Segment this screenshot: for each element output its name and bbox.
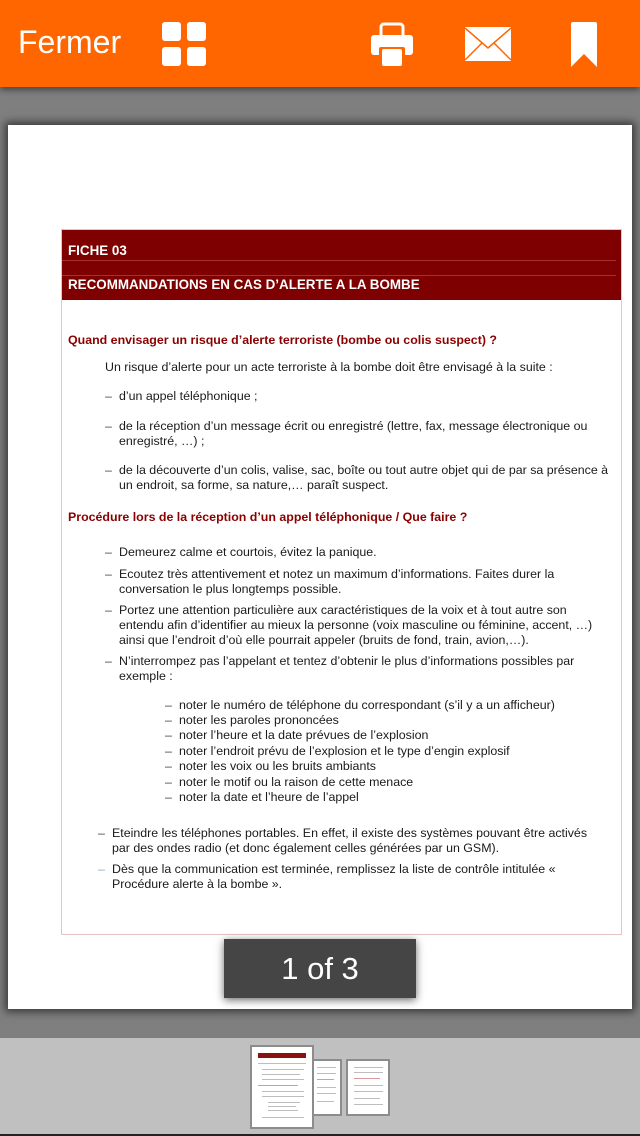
thumbnail-page-3[interactable] (346, 1059, 390, 1116)
section-heading: Procédure lors de la réception d’un appel téléphonique / Que faire ? (68, 510, 468, 524)
dash: – (165, 713, 172, 727)
document-viewer[interactable] (0, 87, 640, 1038)
dash: – (105, 603, 112, 617)
document-frame (61, 229, 622, 935)
dash: – (165, 728, 172, 742)
print-icon[interactable] (370, 22, 414, 66)
list-item: – de la réception d’un message écrit ou enregistré (lettre, fax, message électronique ou enregistré, …) ; (105, 419, 588, 449)
sub-list-item: – noter la date et l’heure de l’appel (165, 790, 359, 804)
sub-list-item: – noter le motif ou la raison de cette menace (165, 775, 414, 789)
mail-icon[interactable] (465, 27, 511, 61)
fiche-number: FICHE 03 (68, 243, 127, 258)
dash: – (98, 826, 105, 840)
dash: – (105, 389, 112, 403)
dash: – (165, 759, 172, 773)
thumbnail-bar (0, 1038, 640, 1136)
list-item: – de la découverte d’un colis, valise, sac, boîte ou tout autre objet qui de par sa présence à un endroit, sa forme, sa nature,… paraît suspect. (105, 463, 609, 493)
close-button[interactable]: Fermer (18, 24, 122, 60)
sub-list-item: – noter les voix ou les bruits ambiants (165, 759, 376, 773)
dash: – (165, 698, 172, 712)
page-indicator: 1 of 3 (224, 939, 416, 998)
dash: – (105, 419, 112, 433)
thumbnail-page-1[interactable] (250, 1045, 314, 1129)
dash: – (105, 654, 112, 668)
dash: – (105, 463, 112, 477)
dash: – (105, 567, 112, 581)
bookmark-icon[interactable] (571, 22, 597, 67)
list-item: – d’un appel téléphonique ; (105, 389, 258, 403)
list-item: – N’interrompez pas l’appelant et tentez d’obtenir le plus d’informations possibles par exemple : (105, 654, 575, 684)
list-item: – Dès que la communication est terminée, remplissez la liste de contrôle intitulée « Procédure alerte à la bombe ». (98, 862, 556, 892)
sub-list-item: – noter les paroles prononcées (165, 713, 339, 727)
dash: – (98, 862, 105, 876)
document-title: RECOMMANDATIONS EN CAS D’ALERTE A LA BOMBE (68, 277, 420, 292)
dash: – (105, 545, 112, 559)
grid-icon[interactable] (162, 22, 206, 66)
list-item: – Eteindre les téléphones portables. En effet, il existe des systèmes pouvant être activés par des ondes radio (et donc également celles générées par un GSM). (98, 826, 588, 856)
intro-paragraph: Un risque d’alerte pour un acte terroriste à la bombe doit être envisagé à la suite : (105, 360, 553, 374)
thumbnail-page-2[interactable] (312, 1059, 342, 1116)
top-toolbar (0, 0, 640, 87)
dash: – (165, 775, 172, 789)
list-item: – Demeurez calme et courtois, évitez la panique. (105, 545, 377, 559)
list-item: – Ecoutez très attentivement et notez un maximum d’informations. Faites durer la conversation le plus longtemps possible. (105, 567, 555, 597)
pdf-page[interactable] (8, 125, 632, 1009)
list-item: – Portez une attention particulière aux caractéristiques de la voix et à tout autre son entendu afin d’identifier au mieux la personne (voix masculine ou féminine, accent, …) ainsi que l’endroit d’où elle pourrait appeler (bruits de fond, train, avion,…). (105, 603, 593, 648)
sub-list-item: – noter le numéro de téléphone du correspondant (s’il y a un afficheur) (165, 698, 555, 712)
sub-list-item: – noter l’endroit prévu de l’explosion et le type d’engin explosif (165, 744, 510, 758)
dash: – (165, 790, 172, 804)
section-heading: Quand envisager un risque d’alerte terroriste (bombe ou colis suspect) ? (68, 333, 497, 347)
dash: – (165, 744, 172, 758)
sub-list-item: – noter l’heure et la date prévues de l’explosion (165, 728, 429, 742)
fiche-banner (62, 230, 621, 300)
